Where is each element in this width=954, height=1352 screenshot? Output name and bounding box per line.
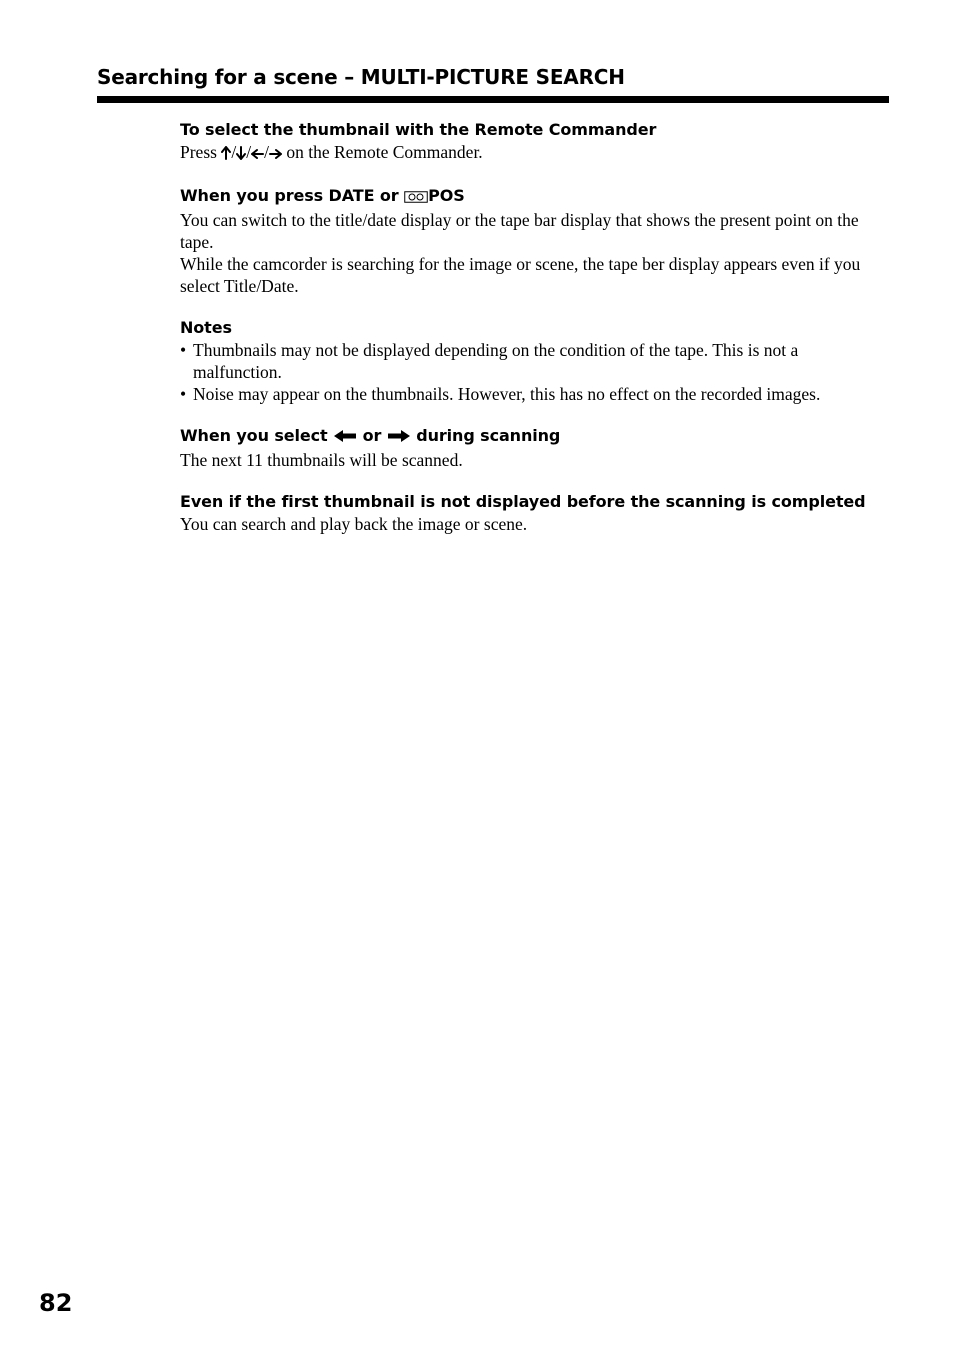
bold-arrow-left-icon: [333, 427, 357, 449]
list-item: [180, 339, 885, 383]
arrow-down-icon: [236, 143, 246, 165]
arrow-right-icon: [269, 143, 282, 165]
heading-text: during scanning: [416, 426, 561, 445]
bold-arrow-right-icon: [387, 427, 411, 449]
separator: /: [246, 142, 252, 162]
paragraph: While the camcorder is searching for the image or scene, the tape ber display appears even if you select Title/Date.: [180, 254, 861, 296]
section-heading: Notes: [180, 318, 232, 337]
section-heading: To select the thumbnail with the Remote Commander: [180, 120, 657, 139]
section-heading: [180, 425, 885, 449]
list-item: [180, 383, 885, 405]
text-on-remote: on the Remote Commander.: [286, 142, 483, 162]
arrow-up-icon: [221, 143, 231, 165]
paragraph: You can switch to the title/date display or the tape bar display that shows the present point on the tape.: [180, 210, 859, 252]
paragraph: You can search and play back the image or scene.: [180, 514, 528, 534]
separator: /: [264, 142, 269, 162]
section-text: [180, 141, 885, 165]
section-scanning: [180, 425, 885, 471]
heading-text: or: [362, 426, 382, 445]
list-item-text: Noise may appear on the thumbnails. However, this has no effect on the recorded images.: [193, 384, 821, 404]
paragraph: The next 11 thumbnails will be scanned.: [180, 450, 463, 470]
heading-text: When you press DATE or: [180, 186, 399, 205]
heading-text: When you select: [180, 426, 328, 445]
bullet: •: [180, 340, 187, 360]
text-press: Press: [180, 142, 217, 162]
arrow-left-icon: [251, 143, 264, 165]
section-first-thumbnail: [180, 491, 885, 535]
page-number: 82: [39, 1289, 73, 1317]
page-content: [180, 119, 885, 555]
section-notes: [180, 317, 885, 405]
heading-text: POS: [428, 186, 465, 205]
notes-list: [180, 339, 885, 405]
list-item-text: Thumbnails may not be displayed depending on the condition of the tape. This is not a malfunction.: [193, 340, 799, 382]
section-heading: [180, 185, 885, 209]
section-date-pos: [180, 185, 885, 297]
header-rule: [97, 96, 889, 103]
cassette-tape-icon: [404, 187, 428, 209]
section-remote-commander: [180, 119, 885, 165]
separator: /: [231, 142, 237, 162]
section-heading: Even if the first thumbnail is not displayed before the scanning is completed: [180, 492, 866, 511]
page-title: Searching for a scene – MULTI-PICTURE SEARCH: [97, 65, 625, 89]
bullet: •: [180, 384, 187, 404]
